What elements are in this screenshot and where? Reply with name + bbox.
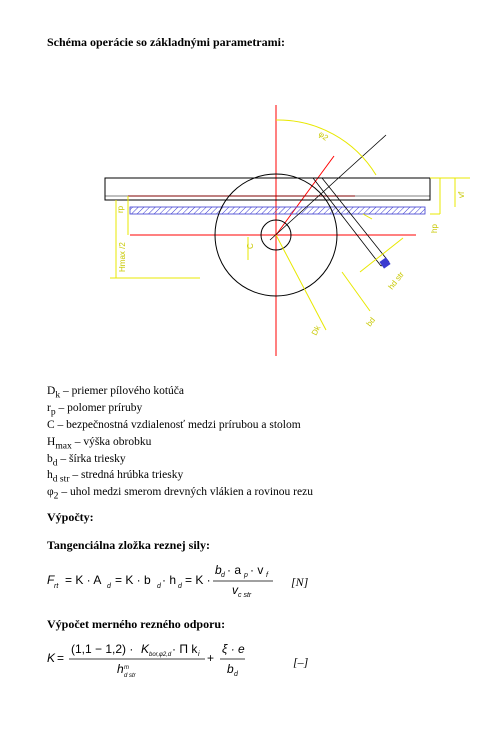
svg-text:b: b [227, 662, 234, 676]
workpiece-board [105, 178, 430, 200]
svg-text:bor,φ2,d: bor,φ2,d [149, 652, 172, 658]
svg-text:K: K [47, 651, 56, 665]
svg-text:K: K [141, 642, 150, 656]
legend-item: $h_{d str}$ – stredná hrúbka triesky [47, 469, 184, 485]
section-specific-resistance: Výpočet merného rezného odporu: [47, 617, 226, 631]
page-title: Schéma operácie so základnými parametrami: [47, 35, 285, 49]
svg-text:= K ·: = K · [185, 573, 211, 587]
svg-text:· h: · h [162, 573, 177, 587]
svg-text:· a: · a [227, 563, 242, 577]
svg-text:= K · b: = K · b [115, 573, 151, 587]
svg-text:h: h [117, 662, 124, 676]
svg-text:d str: d str [124, 673, 136, 679]
calc-title: Výpočty: [47, 510, 94, 524]
table-hatch [130, 207, 425, 214]
svg-text:=: = [57, 651, 65, 665]
legend-item: $\varphi_2$ – uhol medzi smerom drevných vlákien a rovinou rezu [47, 486, 313, 502]
svg-text:m: m [124, 665, 129, 671]
svg-text:rp: rp [116, 205, 125, 213]
svg-text:· Π k: · Π k [172, 642, 198, 656]
svg-text:c str: c str [238, 592, 252, 599]
svg-text:p: p [244, 572, 248, 579]
svg-text:vf: vf [457, 191, 466, 198]
tool-tip [379, 257, 390, 268]
svg-text:Hmax /2: Hmax /2 [118, 242, 127, 272]
svg-text:rt: rt [54, 583, 59, 590]
svg-text:b: b [215, 563, 222, 577]
svg-text:v: v [232, 583, 238, 597]
svg-text:F: F [47, 573, 55, 587]
section-tangential-force: Tangenciálna zložka reznej sily: [47, 538, 210, 552]
svg-text:d: d [107, 583, 111, 590]
legend-item: $b_d$ – šírka triesky [47, 452, 126, 468]
unit-resistance: [–] [293, 655, 309, 669]
svg-text:d: d [178, 583, 182, 590]
svg-text:hp: hp [430, 224, 439, 233]
svg-text:+: + [207, 651, 215, 665]
legend-list [47, 385, 313, 503]
operation-diagram [0, 95, 500, 370]
svg-text:C: C [246, 243, 255, 249]
legend-item: $D_k$ – priemer pílového kotúča [47, 385, 185, 401]
formula-resistance [45, 640, 465, 682]
svg-text:d: d [221, 572, 225, 579]
svg-text:d: d [157, 583, 161, 590]
svg-text:bd: bd [364, 315, 378, 329]
svg-text:ξ · e: ξ · e [222, 642, 245, 656]
svg-text:d: d [234, 671, 238, 678]
svg-text:(1,1 − 1,2) ·: (1,1 − 1,2) · [71, 642, 134, 656]
svg-text:= K · A: = K · A [65, 573, 102, 587]
legend-item: C – bezpečnostná vzdialenosť medzi prírubou a stolom [47, 418, 301, 431]
svg-text:φ2: φ2 [316, 129, 330, 143]
legend-item: $r_p$ – polomer príruby [47, 401, 143, 418]
formula-force [45, 560, 465, 602]
cut-line [270, 135, 386, 240]
svg-text:i: i [198, 651, 200, 658]
svg-text:f: f [266, 572, 268, 579]
legend-item: $H_{max}$ – výška obrobku [47, 435, 152, 451]
svg-text:Dk: Dk [309, 324, 323, 337]
svg-text:· v: · v [250, 563, 264, 577]
svg-text:hd str: hd str [386, 269, 406, 292]
unit-force: [N] [291, 575, 309, 589]
